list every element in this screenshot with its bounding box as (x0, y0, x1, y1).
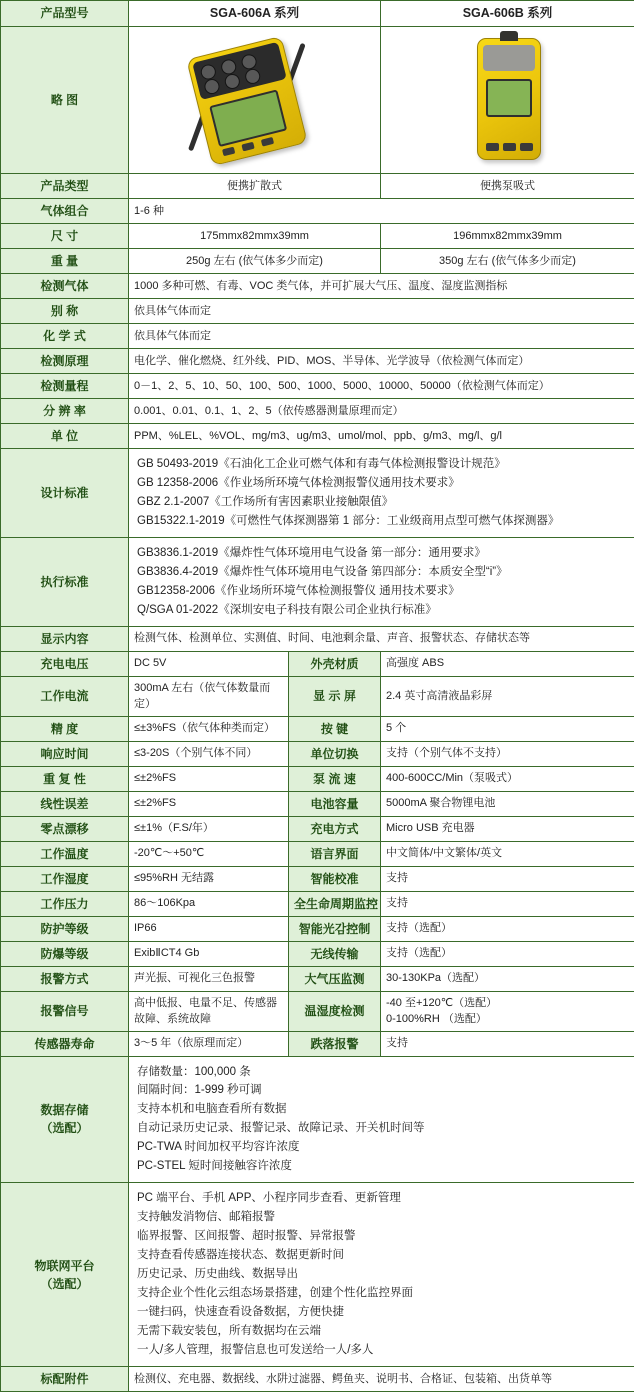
device-illustration-b (433, 32, 583, 162)
label-principle: 检测原理 (1, 348, 129, 373)
exec-standard-line-4: Q/SGA 01-2022《深圳安电子科技有限公司企业执行标准》 (137, 601, 626, 620)
alarm-signal-line-1: 高中低报、电量不足、传感器 (134, 995, 283, 1012)
label-gas-combination: 气体组合 (1, 198, 129, 223)
label-working-humidity: 工作湿度 (1, 866, 129, 891)
value-explosion-level: ExibⅡCT4 Gb (129, 941, 289, 966)
table-row-formula (1, 323, 634, 348)
value-zero-drift: ≤±1%（F.S/年） (129, 816, 289, 841)
table-row-data-storage (1, 1056, 634, 1183)
label-detect-gas: 检测气体 (1, 273, 129, 298)
label-lifecycle-monitoring: 全生命周期监控 (289, 891, 381, 916)
table-row-weight (1, 248, 634, 273)
data-storage-line-1: 存储数量：100,000 条 (137, 1063, 626, 1082)
label-protection-level: 防护等级 (1, 916, 129, 941)
value-drop-alarm: 支持 (381, 1031, 634, 1056)
label-sensor-life: 传感器寿命 (1, 1031, 129, 1056)
value-display-screen: 2.4 英寸高清液晶彩屏 (381, 676, 634, 716)
table-row-pair-4 (1, 766, 634, 791)
label-zero-drift: 零点漂移 (1, 816, 129, 841)
table-row-model (1, 1, 634, 27)
table-row-pair-1 (1, 676, 634, 716)
label-product-type: 产品类型 (1, 173, 129, 198)
label-smart-light-control: 智能光감控制 (289, 916, 381, 941)
value-unit: PPM、%LEL、%VOL、mg/m3、ug/m3、umol/mol、ppb、g/m3、mg/l、g/l (129, 423, 634, 448)
label-exec-standard: 执行标准 (1, 537, 129, 626)
value-working-pressure: 86～106Kpa (129, 891, 289, 916)
value-response-time: ≤3-20S（个别气体不同） (129, 741, 289, 766)
table-row-exec-standard (1, 537, 634, 626)
table-row-pair-12 (1, 966, 634, 991)
value-sensor-life: 3～5 年（依原理而定） (129, 1031, 289, 1056)
data-storage-line-3: 支持本机和电脑查看所有数据 (137, 1100, 626, 1119)
label-accuracy: 精 度 (1, 716, 129, 741)
table-row-range (1, 373, 634, 398)
iot-line-9: 一人/多人管理，报警信息也可发送给一人/多人 (137, 1341, 626, 1360)
data-storage-label-line-1: 数据存储 (6, 1101, 123, 1119)
value-resolution: 0.001、0.01、0.1、1、2、5（依传感器测量原理而定） (129, 398, 634, 423)
label-smart-calibration: 智能校准 (289, 866, 381, 891)
label-model: 产品型号 (1, 1, 129, 27)
table-row-sensor-life (1, 1031, 634, 1056)
table-row-pair-3 (1, 741, 634, 766)
table-row-pair-0 (1, 651, 634, 676)
label-weight: 重 量 (1, 248, 129, 273)
label-working-temperature: 工作温度 (1, 841, 129, 866)
label-display-content: 显示内容 (1, 626, 129, 651)
label-temp-humidity-detect: 温湿度检测 (289, 991, 381, 1031)
iot-line-3: 临界报警、区间报警、超时报警、异常报警 (137, 1227, 626, 1246)
exec-standard-line-2: GB3836.4-2019《爆炸性气体环境用电气设备 第四部分：本质安全型“i”》 (137, 563, 626, 582)
label-pump-flow: 泵 流 速 (289, 766, 381, 791)
value-size-b: 196mmx82mmx39mm (381, 223, 634, 248)
label-repeatability: 重 复 性 (1, 766, 129, 791)
design-standard-line-1: GB 50493-2019《石油化工企业可燃气体和有毒气体检测报警设计规范》 (137, 455, 626, 474)
label-diagram: 略 图 (1, 26, 129, 173)
value-exec-standard (129, 537, 634, 626)
table-row-product-type (1, 173, 634, 198)
value-smart-calibration: 支持 (381, 866, 634, 891)
exec-standard-line-3: GB12358-2006《作业场所环境气体检测报警仪 通用技术要求》 (137, 582, 626, 601)
product-image-a (129, 26, 381, 173)
value-alias: 依具体气体而定 (129, 298, 634, 323)
table-row-design-standard (1, 448, 634, 537)
value-product-type-b: 便携泵吸式 (381, 173, 634, 198)
label-shell-material: 外壳材质 (289, 651, 381, 676)
value-working-temperature: -20℃～+50℃ (129, 841, 289, 866)
iot-line-5: 历史记录、历史曲线、数据导出 (137, 1265, 626, 1284)
iot-line-2: 支持触发消物信、邮箱报警 (137, 1208, 626, 1227)
table-row-pair-6 (1, 816, 634, 841)
value-charge-method: Micro USB 充电器 (381, 816, 634, 841)
table-row-pair-5 (1, 791, 634, 816)
value-smart-light-control: 支持（选配） (381, 916, 634, 941)
value-formula: 依具体气体而定 (129, 323, 634, 348)
value-size-a: 175mmx82mmx39mm (129, 223, 381, 248)
label-charge-voltage: 充电电压 (1, 651, 129, 676)
label-keys: 按 键 (289, 716, 381, 741)
label-alias: 别 称 (1, 298, 129, 323)
table-row-pair-2 (1, 716, 634, 741)
value-unit-switch: 支持（个别气体不支持） (381, 741, 634, 766)
value-air-pressure-monitor: 30-130KPa（选配） (381, 966, 634, 991)
data-storage-line-2: 间隔时间：1-999 秒可调 (137, 1081, 626, 1100)
table-row-alarm-signal (1, 991, 634, 1031)
data-storage-line-6: PC-STEL 短时间接触容许浓度 (137, 1157, 626, 1176)
value-battery-capacity: 5000mA 聚合物锂电池 (381, 791, 634, 816)
label-response-time: 响应时间 (1, 741, 129, 766)
table-row-pair-10 (1, 916, 634, 941)
label-working-current: 工作电流 (1, 676, 129, 716)
value-model-b: SGA-606B 系列 (381, 1, 634, 27)
table-row-pair-11 (1, 941, 634, 966)
value-keys: 5 个 (381, 716, 634, 741)
value-product-type-a: 便携扩散式 (129, 173, 381, 198)
exec-standard-line-1: GB3836.1-2019《爆炸性气体环境用电气设备 第一部分：通用要求》 (137, 544, 626, 563)
label-air-pressure-monitor: 大气压监测 (289, 966, 381, 991)
table-row-unit (1, 423, 634, 448)
table-row-diagram (1, 26, 634, 173)
label-design-standard: 设计标准 (1, 448, 129, 537)
iot-line-7: 一键扫码，快速查看设备数据，方便快捷 (137, 1303, 626, 1322)
table-row-gas-combination (1, 198, 634, 223)
temp-humidity-line-2: 0-100%RH （选配） (386, 1011, 629, 1028)
value-gas-combination: 1-6 种 (129, 198, 634, 223)
table-row-pair-9 (1, 891, 634, 916)
label-data-storage (1, 1056, 129, 1183)
iot-line-4: 支持查看传感器连接状态、数据更新时间 (137, 1246, 626, 1265)
label-drop-alarm: 跌落报警 (289, 1031, 381, 1056)
value-working-current: 300mA 左右（依气体数量而定） (129, 676, 289, 716)
data-storage-line-4: 自动记录历史记录、报警记录、故障记录、开关机时间等 (137, 1119, 626, 1138)
value-weight-b: 350g 左右 (依气体多少而定) (381, 248, 634, 273)
value-design-standard (129, 448, 634, 537)
label-formula: 化 学 式 (1, 323, 129, 348)
table-row-pair-8 (1, 866, 634, 891)
iot-line-8: 无需下载安装包，所有数据均在云端 (137, 1322, 626, 1341)
label-linearity-error: 线性误差 (1, 791, 129, 816)
label-alarm-method: 报警方式 (1, 966, 129, 991)
label-display-screen: 显 示 屏 (289, 676, 381, 716)
label-iot-platform (1, 1183, 129, 1367)
device-illustration-a (180, 32, 330, 162)
label-alarm-signal: 报警信号 (1, 991, 129, 1031)
iot-line-1: PC 端平台、手机 APP、小程序同步查看、更新管理 (137, 1189, 626, 1208)
table-row-resolution (1, 398, 634, 423)
table-row-pair-7 (1, 841, 634, 866)
iot-label-line-2: （选配） (6, 1275, 123, 1293)
data-storage-line-5: PC-TWA 时间加权平均容许浓度 (137, 1138, 626, 1157)
temp-humidity-line-1: -40 至+120℃（选配） (386, 995, 629, 1012)
value-detect-gas: 1000 多种可燃、有毒、VOC 类气体，并可扩展大气压、温度、湿度监测指标 (129, 273, 634, 298)
value-shell-material: 高强度 ABS (381, 651, 634, 676)
value-model-a: SGA-606A 系列 (129, 1, 381, 27)
table-row-principle (1, 348, 634, 373)
label-resolution: 分 辨 率 (1, 398, 129, 423)
value-accessories: 检测仪、充电器、数据线、水阱过滤器、鳄鱼夹、说明书、合格证、包装箱、出货单等 (129, 1367, 634, 1392)
label-range: 检测量程 (1, 373, 129, 398)
data-storage-label-line-2: （选配） (6, 1119, 123, 1137)
table-row-size (1, 223, 634, 248)
label-size: 尺 寸 (1, 223, 129, 248)
design-standard-line-2: GB 12358-2006《作业场所环境气体检测报警仪通用技术要求》 (137, 474, 626, 493)
value-data-storage (129, 1056, 634, 1183)
iot-label-line-1: 物联网平台 (6, 1257, 123, 1275)
value-lifecycle-monitoring: 支持 (381, 891, 634, 916)
label-explosion-level: 防爆等级 (1, 941, 129, 966)
value-linearity-error: ≤±2%FS (129, 791, 289, 816)
label-battery-capacity: 电池容量 (289, 791, 381, 816)
label-wireless-transmission: 无线传输 (289, 941, 381, 966)
value-language-interface: 中文简体/中文繁体/英文 (381, 841, 634, 866)
product-image-b (381, 26, 634, 173)
value-wireless-transmission: 支持（选配） (381, 941, 634, 966)
value-temp-humidity-detect (381, 991, 634, 1031)
value-weight-a: 250g 左右 (依气体多少而定) (129, 248, 381, 273)
design-standard-line-3: GBZ 2.1-2007《工作场所有害因素职业接触限值》 (137, 493, 626, 512)
value-iot-platform (129, 1183, 634, 1367)
value-principle: 电化学、催化燃烧、红外线、PID、MOS、半导体、光学波导（依检测气体而定） (129, 348, 634, 373)
alarm-signal-line-2: 故障、系统故障 (134, 1011, 283, 1028)
value-working-humidity: ≤95%RH 无结露 (129, 866, 289, 891)
label-unit-switch: 单位切换 (289, 741, 381, 766)
label-accessories: 标配附件 (1, 1367, 129, 1392)
value-protection-level: IP66 (129, 916, 289, 941)
table-row-accessories (1, 1367, 634, 1392)
value-range: 0－1、2、5、10、50、100、500、1000、5000、10000、50000（依检测气体而定） (129, 373, 634, 398)
label-language-interface: 语言界面 (289, 841, 381, 866)
value-display-content: 检测气体、检测单位、实测值、时间、电池剩余量、声音、报警状态、存储状态等 (129, 626, 634, 651)
value-alarm-signal (129, 991, 289, 1031)
table-row-alias (1, 298, 634, 323)
value-pump-flow: 400-600CC/Min（泵吸式） (381, 766, 634, 791)
value-charge-voltage: DC 5V (129, 651, 289, 676)
iot-line-6: 支持企业个性化云组态场景搭建，创建个性化监控界面 (137, 1284, 626, 1303)
design-standard-line-4: GB15322.1-2019《可燃性气体探测器第 1 部分：工业级商用点型可燃气体探测器》 (137, 512, 626, 531)
value-alarm-method: 声光振、可视化三色报警 (129, 966, 289, 991)
table-row-iot-platform (1, 1183, 634, 1367)
table-row-display-content (1, 626, 634, 651)
label-charge-method: 充电方式 (289, 816, 381, 841)
label-unit: 单 位 (1, 423, 129, 448)
label-working-pressure: 工作压力 (1, 891, 129, 916)
table-row-detect-gas (1, 273, 634, 298)
value-repeatability: ≤±2%FS (129, 766, 289, 791)
value-accuracy: ≤±3%FS（依气体种类而定） (129, 716, 289, 741)
